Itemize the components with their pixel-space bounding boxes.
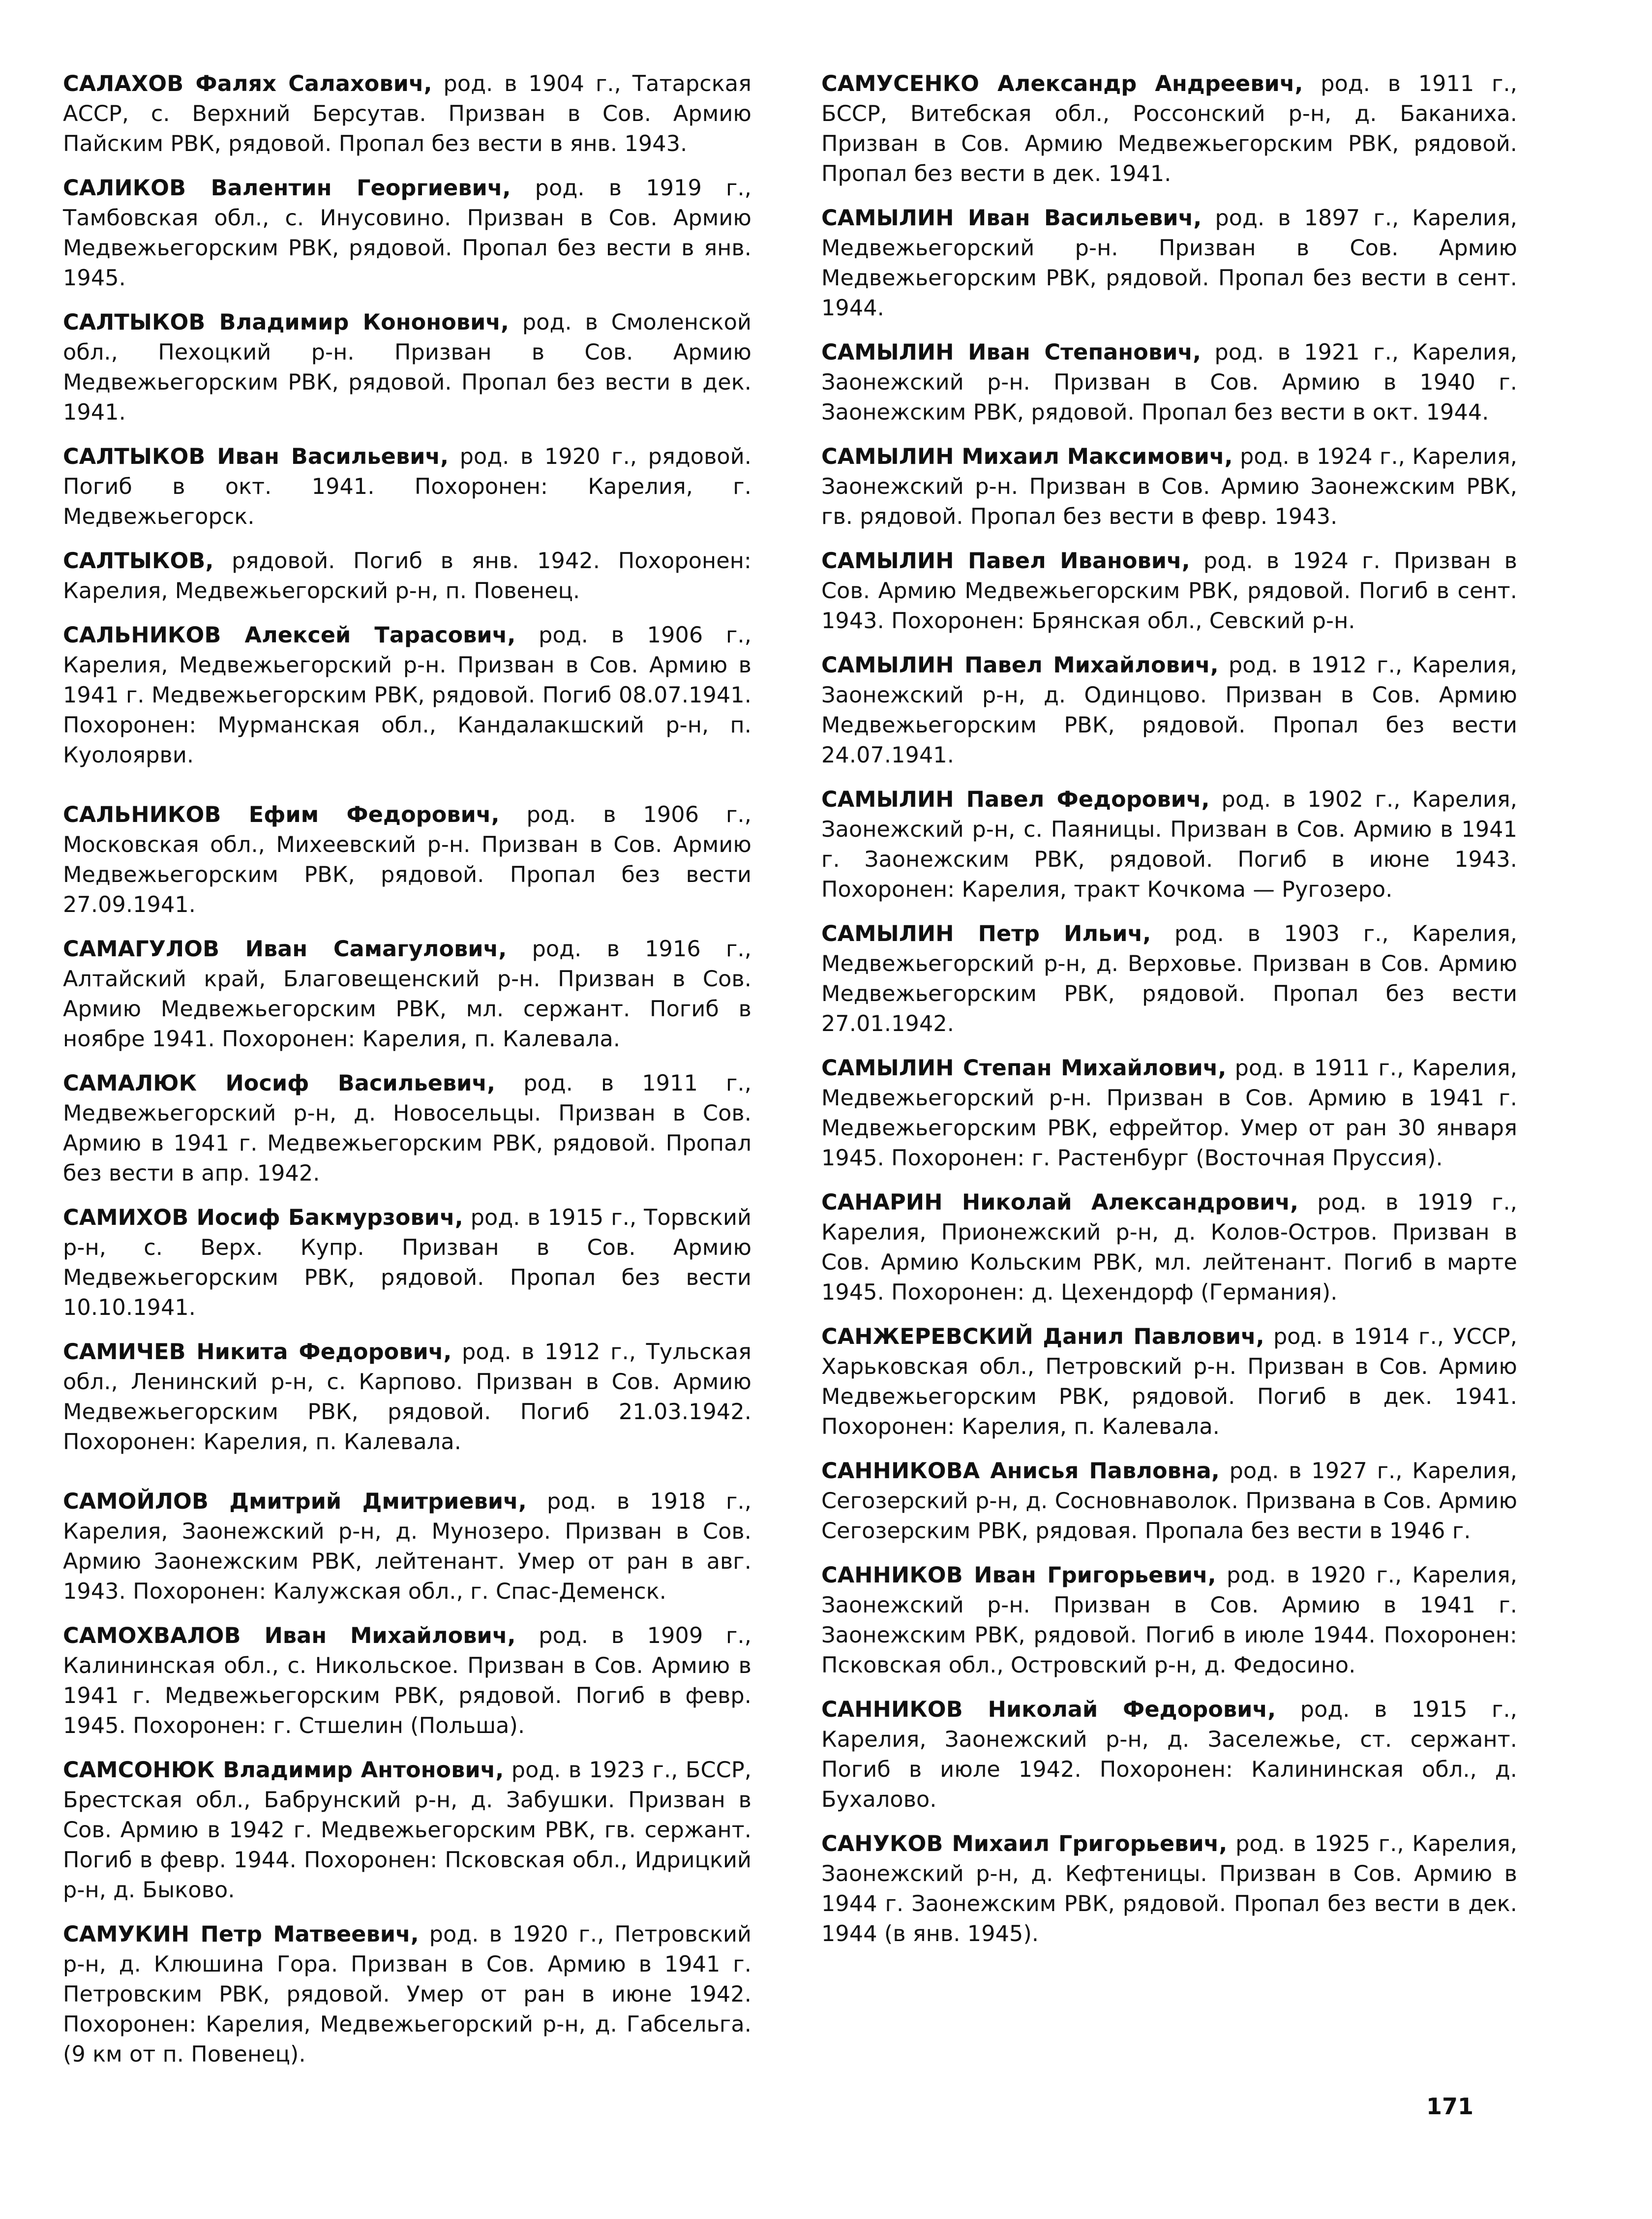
entry-text: род. в 1921 г., Карелия, Заонежский р-н. Призван в Сов. Армию в 1940 г. Заонежским РВК, рядовой. Пропал без вести в окт. 1944. (821, 340, 1518, 425)
entry-text: род. в 1903 г., Карелия, Медвежьегорский р-н, д. Верховье. Призван в Сов. Армию Медвежьегорским РВК, рядовой. Пропал без вести 27.01.1942. (821, 921, 1518, 1036)
entry-name: САЛИКОВ Валентин Георгиевич, (63, 176, 511, 201)
entry (63, 1068, 751, 1188)
entry-name: САМОЙЛОВ Дмитрий Дмитриевич, (63, 1489, 527, 1514)
entry-name: САМИЧЕВ Никита Федорович, (63, 1339, 452, 1365)
entry (63, 934, 751, 1054)
entry (63, 620, 751, 770)
entry-text: род. в 1919 г., Тамбовская обл., с. Инусовино. Призван в Сов. Армию Медвежьегорским РВК, рядовой. Пропал без вести в янв. 1945. (63, 176, 752, 291)
entry-name: САМЫЛИН Павел Иванович, (821, 548, 1190, 574)
entry (63, 69, 751, 159)
entry-name: САННИКОВ Иван Григорьевич, (821, 1563, 1216, 1588)
entry-text: род. в 1920 г., рядовой. Погиб в окт. 1941. Похоронен: Карелия, г. Медвежьегорск. (63, 444, 751, 529)
entry (63, 1621, 751, 1741)
entry (63, 1487, 751, 1607)
entry-text: рядовой. Погиб в янв. 1942. Похоронен: Карелия, Медвежьегорский р-н, п. Повенец. (63, 548, 752, 604)
page-number: 171 (1426, 2093, 1474, 2120)
entry (821, 650, 1517, 770)
entry-name: САМЫЛИН Павел Михайлович, (821, 653, 1219, 678)
entry (821, 1829, 1517, 1949)
entry-text: род. в 1924 г., Карелия, Заонежский р-н. Призван в Сов. Армию Заонежским РВК, гв. рядовой. Пропал без вести в февр. 1943. (821, 444, 1518, 529)
entry-text: род. в 1912 г., Тульская обл., Ленинский р-н, с. Карпово. Призван в Сов. Армию Медвежьегорским РВК, рядовой. Погиб 21.03.1942. Похоронен: Карелия, п. Калевала. (63, 1339, 751, 1455)
entry-text: род. в 1919 г., Карелия, Прионежский р-н, д. Колов-Остров. Призван в Сов. Армию Кольским РВК, мл. лейтенант. Погиб в марте 1945. Похоронен: д. Цехендорф (Германия). (821, 1190, 1517, 1305)
entry-name: САМАГУЛОВ Иван Самагулович, (63, 937, 507, 962)
entry-text: род. в 1897 г., Карелия, Медвежьегорский р-н. Призван в Сов. Армию Медвежьегорским РВК, рядовой. Пропал без вести в сент. 1944. (821, 206, 1518, 321)
entry (821, 69, 1517, 189)
entry-name: САМУСЕНКО Александр Андреевич, (821, 71, 1303, 96)
entry-name: САМЫЛИН Иван Степанович, (821, 340, 1201, 365)
entry-name: САМСОНЮК Владимир Антонович, (63, 1758, 504, 1783)
entry (63, 307, 751, 427)
entry-name: САЛЬНИКОВ Алексей Тарасович, (63, 623, 516, 648)
entry-text: род. в 1927 г., Карелия, Сегозерский р-н, д. Сосновнаволок. Призвана в Сов. Армию Сегозерским РВК, рядовая. Пропала без вести в 1946 г. (821, 1459, 1517, 1544)
entry (821, 442, 1517, 532)
entry (821, 919, 1517, 1039)
entry (821, 1053, 1517, 1173)
entry-name: САМЫЛИН Иван Васильевич, (821, 206, 1202, 231)
entry-text: род. в 1912 г., Карелия, Заонежский р-н, д. Одинцово. Призван в Сов. Армию Медвежьегорским РВК, рядовой. Пропал без вести 24.07.1941. (821, 653, 1518, 768)
entry-name: САМЫЛИН Михаил Максимович, (821, 444, 1233, 469)
entry-name: САЛТЫКОВ Иван Васильевич, (63, 444, 449, 469)
entry-name: САННИКОВА Анисья Павловна, (821, 1459, 1220, 1484)
entry (63, 1755, 751, 1905)
entry (821, 1560, 1517, 1680)
entry-text: род. в 1920 г., Карелия, Заонежский р-н. Призван в Сов. Армию в 1941 г. Заонежским РВК, рядовой. Погиб в июле 1944. Похоронен: Псковская обл., Островский р-н, д. Федосино. (821, 1563, 1518, 1678)
entry (63, 546, 751, 606)
entry-text: род. в 1906 г., Московская обл., Михеевский р-н. Призван в Сов. Армию Медвежьегорским РВК, рядовой. Пропал без вести 27.09.1941. (63, 802, 752, 917)
entry-text: род. в 1909 г., Калининская обл., с. Никольское. Призван в Сов. Армию в 1941 г. Медвежьегорским РВК, рядовой. Погиб в февр. 1945. Похоронен: г. Стшелин (Польша). (63, 1623, 752, 1738)
entry-text: род. в 1918 г., Карелия, Заонежский р-н, д. Мунозеро. Призван в Сов. Армию Заонежским РВК, лейтенант. Умер от ран в авг. 1943. Похоронен: Калужская обл., г. Спас-Деменск. (63, 1489, 751, 1604)
entry-text: род. в 1906 г., Карелия, Медвежьегорский р-н. Призван в Сов. Армию в 1941 г. Медвежьегорским РВК, рядовой. Погиб 08.07.1941. Похоронен: Мурманская обл., Кандалакшский р-н, п. Куолоярви. (63, 623, 751, 768)
entry-text: род. в 1915 г., Торвский р-н, с. Верх. Купр. Призван в Сов. Армию Медвежьегорским РВК, рядовой. Пропал без вести 10.10.1941. (63, 1205, 751, 1320)
entry (821, 1695, 1517, 1815)
entry (63, 173, 751, 293)
entry-text: род. в Смоленской обл., Пехоцкий р-н. Призван в Сов. Армию Медвежьегорским РВК, рядовой. Пропал без вести в дек. 1941. (63, 310, 751, 425)
entry-text: род. в 1925 г., Карелия, Заонежский р-н, д. Кефтеницы. Призван в Сов. Армию в 1944 г. Заонежским РВК, рядовой. Пропал без вести в дек. 1944 (в янв. 1945). (821, 1831, 1517, 1946)
entry-name: САНУКОВ Михаил Григорьевич, (821, 1831, 1228, 1856)
entry (821, 1187, 1517, 1307)
entry-text: род. в 1902 г., Карелия, Заонежский р-н, с. Паяницы. Призван в Сов. Армию в 1941 г. Заонежским РВК, рядовой. Погиб в июне 1943. Похоронен: Карелия, тракт Кочкома — Ругозеро. (821, 787, 1518, 902)
entry-text: род. в 1914 г., УССР, Харьковская обл., Петровский р-н. Призван в Сов. Армию Медвежьегорским РВК, рядовой. Погиб в дек. 1941. Похоронен: Карелия, п. Калевала. (821, 1324, 1517, 1439)
entry-text: род. в 1920 г., Петровский р-н, д. Клюшина Гора. Призван в Сов. Армию в 1941 г. Петровским РВК, рядовой. Умер от ран в июне 1942. Похоронен: Карелия, Медвежьегорский р-н, д. Габсельга. (9 км от п. Повенец). (63, 1922, 752, 2067)
entry-text: род. в 1904 г., Татарская АССР, с. Верхний Берсутав. Призван в Сов. Армию Пайским РВК, рядовой. Пропал без вести в янв. 1943. (63, 71, 751, 156)
entry-text: род. в 1916 г., Алтайский край, Благовещенский р-н. Призван в Сов. Армию Медвежьегорским РВК, мл. сержант. Погиб в ноябре 1941. Похоронен: Карелия, п. Калевала. (63, 937, 751, 1052)
entry-name: САМЫЛИН Степан Михайлович, (821, 1056, 1227, 1081)
entry (821, 1322, 1517, 1442)
entry-text: род. в 1923 г., БССР, Брестская обл., Бабрунский р-н, д. Забушки. Призван в Сов. Армию в 1942 г. Медвежьегорским РВК, гв. сержант. Погиб в февр. 1944. Похоронен: Псковская обл., Идрицкий р-н, д. Быково. (63, 1758, 751, 1903)
entry (821, 337, 1517, 427)
entry (63, 1337, 751, 1457)
entry (821, 785, 1517, 905)
entry-text: род. в 1911 г., Карелия, Медвежьегорский р-н. Призван в Сов. Армию в 1941 г. Медвежьегорским РВК, ефрейтор. Умер от ран 30 января 1945. Похоронен: г. Растенбург (Восточная Пруссия). (821, 1056, 1518, 1171)
left-column (63, 69, 751, 2084)
entry-name: САМАЛЮК Иосиф Васильевич, (63, 1071, 496, 1096)
right-column (821, 69, 1517, 1963)
entry-text: род. в 1915 г., Карелия, Заонежский р-н, д. Засележье, ст. сержант. Погиб в июле 1942. Похоронен: Калининская обл., д. Бухалово. (821, 1697, 1517, 1812)
entry (821, 203, 1517, 323)
entry-name: САЛТЫКОВ Владимир Кононович, (63, 310, 510, 335)
entry-name: САМУКИН Петр Матвеевич, (63, 1922, 419, 1947)
entry-name: САЛЬНИКОВ Ефим Федорович, (63, 802, 500, 827)
entry (821, 546, 1517, 636)
entry-text: род. в 1911 г., Медвежьегорский р-н, д. Новосельцы. Призван в Сов. Армию в 1941 г. Медвежьегорским РВК, рядовой. Пропал без вести в апр. 1942. (63, 1071, 751, 1186)
entry-name: САМОХВАЛОВ Иван Михайлович, (63, 1623, 516, 1648)
entry-name: САННИКОВ Николай Федорович, (821, 1697, 1276, 1722)
entry-name: САМЫЛИН Петр Ильич, (821, 921, 1151, 946)
entry-name: САНАРИН Николай Александрович, (821, 1190, 1299, 1215)
entry (821, 1456, 1517, 1546)
entry (63, 800, 751, 920)
entry (63, 1203, 751, 1323)
entry-name: САМЫЛИН Павел Федорович, (821, 787, 1210, 812)
entry-name: САМИХОВ Иосиф Бакмурзович, (63, 1205, 463, 1230)
entry (63, 442, 751, 532)
entry-name: САНЖЕРЕВСКИЙ Данил Павлович, (821, 1324, 1264, 1349)
entry-text: род. в 1911 г., БССР, Витебская обл., Россонский р-н, д. Баканиха. Призван в Сов. Армию Медвежьегорским РВК, рядовой. Пропал без вести в дек. 1941. (821, 71, 1517, 186)
entry-name: САЛТЫКОВ, (63, 548, 214, 574)
entry-text: род. в 1924 г. Призван в Сов. Армию Медвежьегорским РВК, рядовой. Погиб в сент. 1943. Похоронен: Брянская обл., Севский р-н. (821, 548, 1517, 634)
entry (63, 1919, 751, 2069)
entry-name: САЛАХОВ Фалях Салахович, (63, 71, 432, 96)
